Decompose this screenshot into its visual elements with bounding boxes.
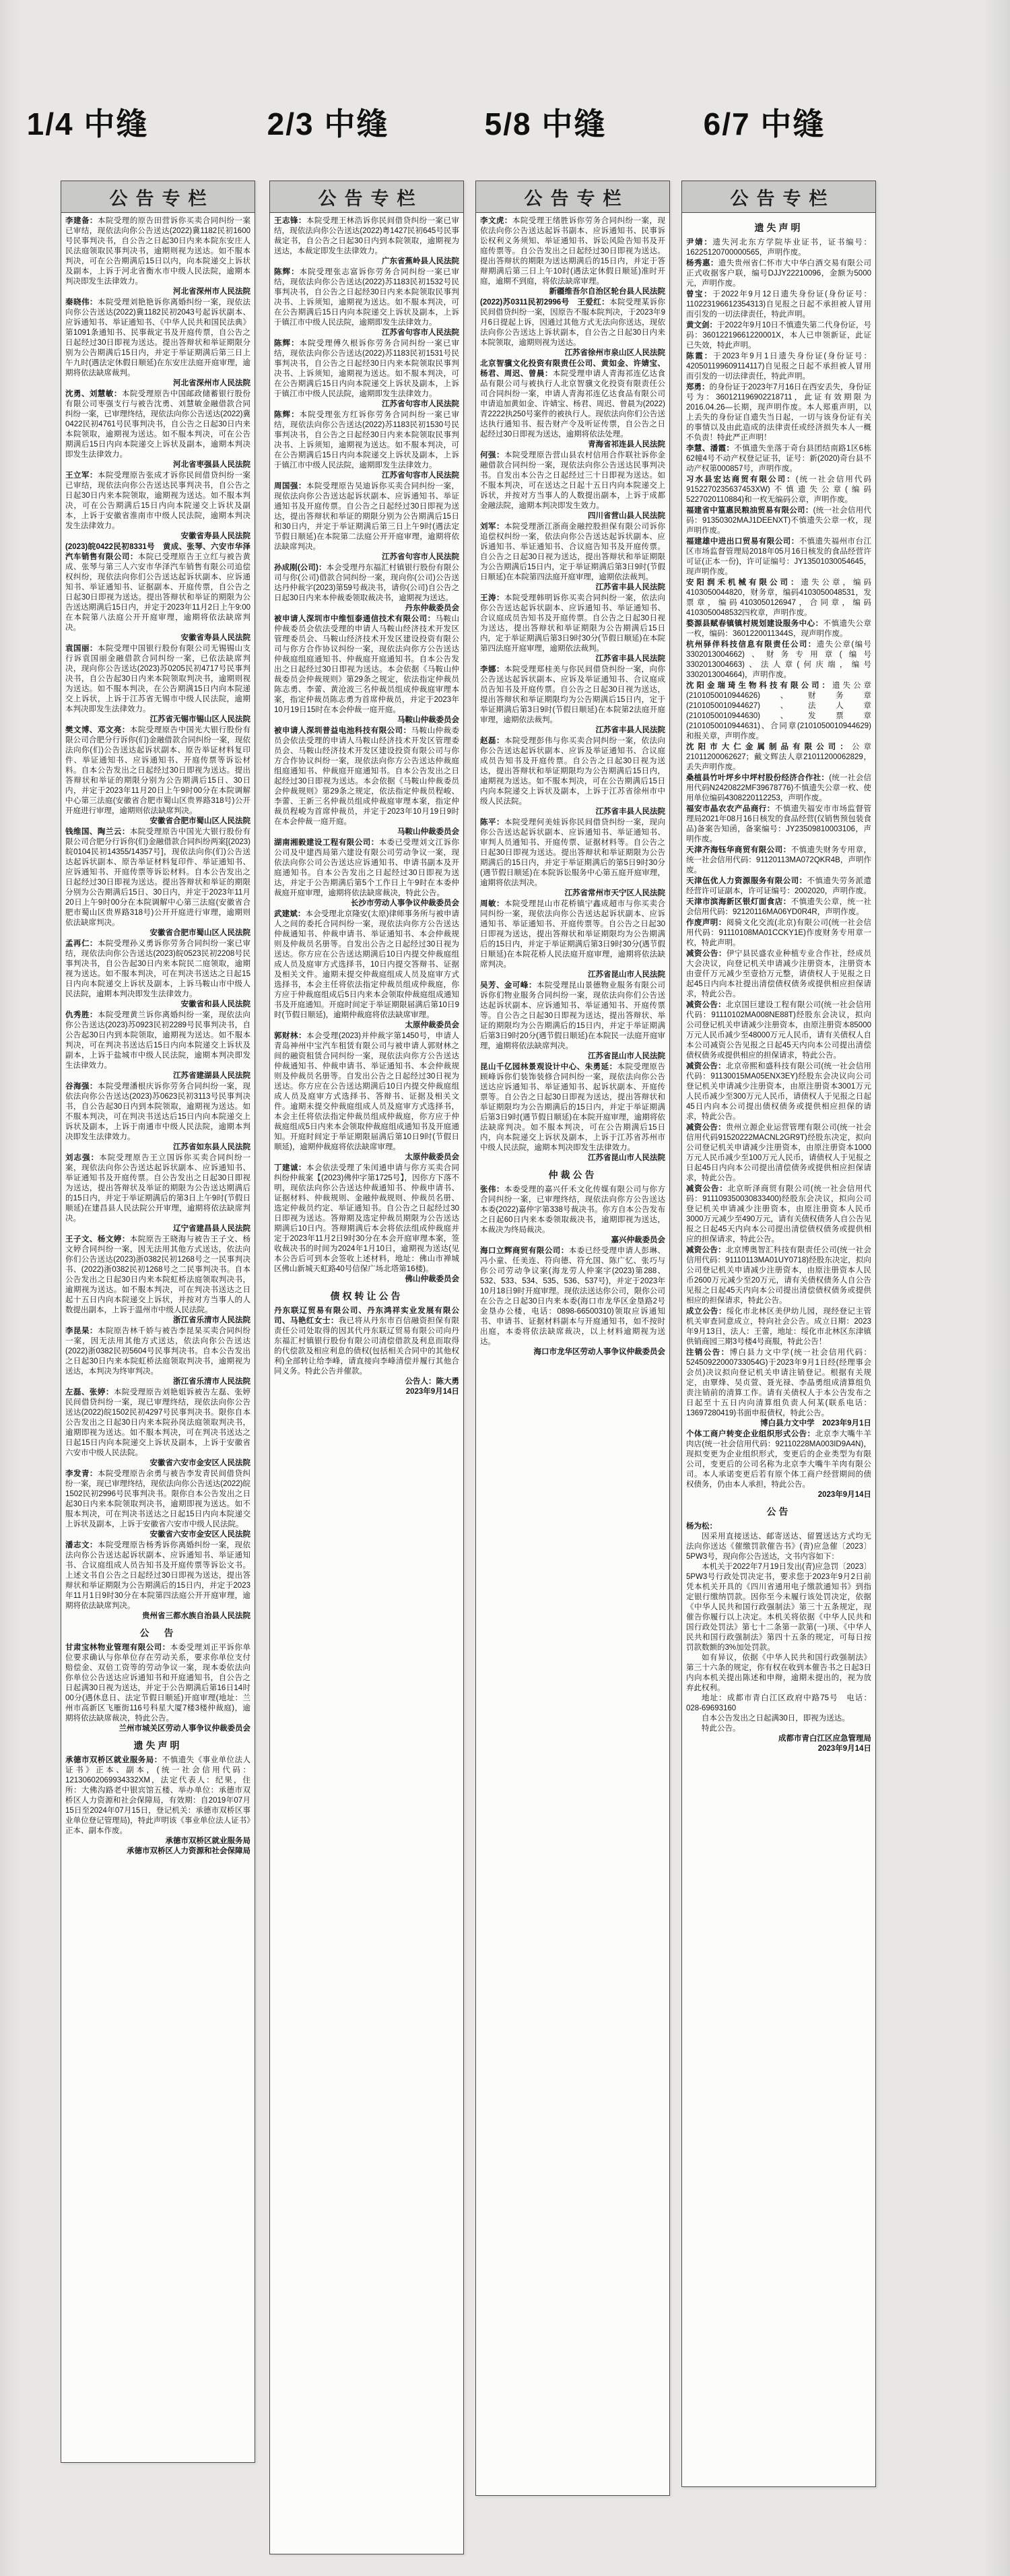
notice: 谷海强：本院受理潘根庆诉你劳务合同纠纷一案，现依法向你公告送达(2023)苏0623民初3113号民事判决书，自公告起30日内到本院领取，逾期视为送达。如不服本判决，可在判决书送达后15日内向本院递交上诉状及副本，上诉于南通市中级人民法院，逾期本判决即发生法律效力。 江苏省如东县人民法院 [65,1083,251,1151]
column-body [476,213,669,1362]
notice-sign: 2023年9月14日 [817,1745,871,1753]
notice: 郑勇：的身份证于2023年7月16日在西安丢失，身份证号为：360121196902218711，此证有效期限为2016.04.26—长期，现声明作废。本人郑重声明，以上丢失的身份证自遗失当日起，一切与该身份证有关的事情以及由此造成的法律责任或经济损失本人一概不负责！特此严正声明！ [686,383,871,442]
notice: 吴芳、金可峰：本院受理昆山景德物业服务有限公司诉你们物业服务合同纠纷一案，现依法向你们公告送达起诉状副本、应诉通知书、举证通知书、开庭传票等。自公告之日起30日即视为送达，提出答辩状、举证的期限均为公告期满后的15日内，并定于举证期满后第3日9时20分(遇节假日顺延)在本院民一法庭开庭审理，逾期将依法缺席判决。 江苏省昆山市人民法院 [480,981,666,1060]
notice: 袁国丽：本院受理中国银行股份有限公司无锡锡山支行诉袁国丽金融借款合同纠纷一案，已依法缺席判决，现向你公告送达(2023)苏0205民初4717号民事判决书，自公告起30日内来本院领取判决书，逾期则视为送达。如不服本判决，在公告期满15日内向本院递交上诉状，上诉于江苏省无锡市中级人民法院，逾期本判决即发生法律效力。 江苏省无锡市锡山区人民法院 [65,645,251,723]
notice: 承德市双桥区就业服务局：不慎遗失《事业单位法人证书》正本、副本，(统一社会信用代码：12130602069934332XM，法定代表人：纪果，住所：大佛沟路老中银宾馆五楼、举办单位：承德市双桥区人力资源和社会保障局，有效期：自2019年07月15日至2024年07月15日，登记机关：承德市双桥区事业单位登记管理局)，特此声明该《事业单位法人证书》正本、副本作废。 承德市双桥区就业服务局 承德市双桥区人力资源和社会保障局 [65,1756,251,1855]
notice: 沈阳市大仁金属制品有限公司：公章21011200062627；戴文辉法人章21011200062829，丢失声明作废。 [686,743,872,771]
notice-lead: 减资公告： [686,1001,726,1009]
notice: 尹婧：遗失河北东方学院毕业证书，证书编号：16225120700000565，声明作废。 [686,238,872,257]
notice-lead: 减资公告： [686,1185,728,1193]
notice-lead: 郑勇： [686,383,710,391]
notice-sign: 江苏省建湖县人民法院 [173,1072,250,1080]
notice-sign: 太原仲裁委员会 [405,1021,459,1029]
notice-sign: 佛山仲裁委员会 [405,1275,459,1283]
notice: 陈霞：于2023年9月1日遗失身份证(身份证号：420501199609114117)自见报之日起不承担被人冒用而引发的一切法律责任，特此声明。 [686,352,872,381]
notice-lead: 昆山千亿园林景观设计中心、朱勇延： [480,1063,617,1071]
notice: 个体工商户转变企业组织形式公告：北京李大嘴牛羊肉店(统一社会信用代码：92110228MA003ID9A4N)，现拟变更为企业组织形式，变更后的企业类型为有限公司，变更后的公司名称为北京李大嘴牛羊肉有限公司。本人承诺变更后若有原个体工商户经营期间的债权债务，仍由本人承担，特此公告。 2023年9月14日 [686,1430,872,1499]
notice-sign: 承德市双桥区就业服务局 [165,1837,250,1845]
notice-sign: 江苏省丰县人民法院 [595,808,665,816]
notice-lead: 天津市滨海新区银灯面食店： [686,898,791,906]
notice-lead: 仇秀胜： [65,1011,98,1019]
notice: 李发青：本院受理原告余勇与被告李发青民间借贷纠纷一案，现已审理终结，现依法向你公告送达(2022)皖1502民初2996号民事判决书。限你自本公告发出之日起30日内来本院领取判决书，逾期即视为送达。如不服本判决，可在判决书送达之日起15日内向本院递交上诉状及副本，上诉于安徽省六安市中级人民法院。 安徽省六安市金安区人民法院 [65,1470,251,1539]
notice-paragraph: 特此公告。 [702,1725,741,1733]
notice-sign: 江苏省常州市天宁区人民法院 [564,889,665,897]
notice: 沈阳金瑞琦生物科技有限公司：遗失公章(2101050010944626)、财务章(2101050010944627)、法人章(2101050010944630)、发票章(2101050010944631)、合同章(2101050010944629)和报关章，声明作废。 [686,682,871,740]
notice-lead: 周国强： [274,482,306,490]
notice-lead: 何强： [480,451,504,459]
notice-sign: 青海省祁连县人民法院 [588,441,665,449]
notice-lead: 福安市晶农农产品商行： [686,805,775,813]
notice: 王志锋：本院受理王林浩诉你民间借贷纠纷一案已审结，现依法向你公告送达(2022)粤1427民初645号民事裁定书，自公告之日起30日内到本院领取，逾期视为送达，本裁定即发生法律效力。 广东省蕉岭县人民法院 [274,217,460,265]
notice-lead: 减资公告： [686,1062,726,1070]
section-heading: 公 告 [139,1628,176,1638]
notice: 周国强：本院受理原告吴迪诉你买卖合同纠纷一案，现依法向你公告送达起诉状副本、应诉通知书、举证通知书及开庭传票。自公告之日起经过30日即视为送达，提出答辩状和举证的期限分别为公告期满后15日和30日内，并定于举证期满后第三日上午9时(遇法定节假日顺延)在本院第二法庭公开开庭审理，逾期将依法缺席判决。 江苏省句容市人民法院 [274,482,460,561]
notice-lead: 左磊、张婷： [65,1388,114,1396]
notice-lead: 习水县宏达商贸有限公司： [686,476,796,484]
notice: 孟再仁：本院受理孙义勇诉你劳务合同纠纷一案已审结，现依法向你公告送达(2023)皖0523民初2208号民事判决书，自公告起30日内来本院民二庭领取，逾期视为送达。如不服本判决，可在判决书送达之日起15日内向本院递交上诉状及副本，上诉马鞍山市中级人民法院，逾期本判决即发生法律效力。 安徽省和县人民法院 [65,940,251,1008]
notice: (2022)苏0311民初2996号 王爱红：本院受理某诉你民间借贷纠纷一案，因原告不服本院判决，于2023年9月6日提起上诉，因通过其他方式无法向你送达，现依法向你公告送达上诉状副本，自公告之日起30日内来本院领取，逾期则视为送达。 江苏省徐州市泉山区人民法院 [480,298,665,357]
notice: 婺源县赋春镇镇村规划建设服务中心：不慎遗失公章一枚，编码：3601220011344S，现声明作废。 [686,620,872,638]
notice-lead: 陈平： [480,818,504,827]
notice-lead: 湖南湘毅建设工程有限公司： [274,839,379,847]
notice: 陈平：本院受理何美娃诉你民间借贷纠纷一案，现向你公告送达起诉状副本、应诉通知书、举证通知书、审判人员通知书、开庭传票、证据材料等。自公告之日起30日即视为送达。提出答辩状和举证期限为公告期满后的15日内，并定于举证期满后的第5日9时30分(遇节假日顺延)在本院诉讼服务中心第五庭开庭审理，逾期将依法判决。 江苏省常州市天宁区人民法院 [480,818,666,897]
notice-lead: 李发青： [65,1470,98,1478]
notice-lead: 李昆杲： [65,1327,98,1335]
notice: 成立公告：绥化市北林区美伊幼儿园，现经登记主管机关审查同意成立，特向社会公告。成立日期：2023年9月13日，法人：王蕾，地址：绥化市北林区东津镇供销商园三期3号楼4号商服，特此公告！ [686,1308,872,1346]
notice-lead: 减资公告： [686,1246,726,1254]
notice-lead: 被申请人深圳市中维恒泰通信技术有限公司： [274,615,436,623]
notice-lead: (2022)苏0311民初2996号 王爱红： [480,298,610,307]
notice: 丁建诚：本会依法受理了朱闰通申请与你方买卖合同纠纷仲裁案【(2023)佛仲字第1725号】，因你方下落不明，现依法向你公告送达仲裁通知书、仲裁申请书、证据材料、仲裁规则、金融仲裁规则、仲裁员名册、选定仲裁员约定、举证通知书。自公告之日起经过30日即视为送达。答辩期及选定仲裁员期限为公告送达期满后10日内。答辩期满后本会将依法组成仲裁庭并定于2023年11月2日9时30分在本会开庭审理本案，签收裁决书的时间为2024年1月10日，逾期视为送达(见本公告后可到本会签收上述材料，地址：佛山市禅城区佛山新城天虹路40号信保广场北塔第16楼)。 佛山仲裁委员会 [274,1164,460,1283]
notice-lead: 孟再仁： [65,940,98,948]
notice: 李建备：本院受理的原告田营诉你买卖合同纠纷一案已审结，现依法向你公告送达(2022)冀1182民初1600号民事判决书，自公告之日起30日内来本院东安庄人民法庭领取民事判决书，逾期则视为送达。如不服本判决，可在公告期满后15日以内，向本院递交上诉状及副本，上诉于河北省衡水市中级人民法院，逾期本判决即发生法律效力。 河北省深州市人民法院 [65,217,251,296]
notice: 丹东联辽贸易有限公司、丹东鸿祥实业发展有限公司、马艳红女士：我已将从丹东市百信融资担保有限责任公司处取得的因其代丹东联辽贸易有限公司向丹东福汇村镇银行股份有限公司清偿借款及利息而取得的代偿款及相应利息的债权(包括相关合同中的其他权利)全部转让给李峰，请直接向李峰清偿并履行其他合同义务。特此公告并催款。 公告人：陈大勇 2023年9月14日 [274,1307,460,1396]
notice-sign: 海口市龙华区劳动人事争议仲裁委员会 [533,1348,665,1356]
notice-lead: 李慧、潘霞： [686,445,735,453]
board-title: 公告专栏 [270,181,463,213]
notice: 昆山千亿园林景观设计中心、朱勇延：本院受理原告顾峰诉你们装饰装修合同纠纷一案，现依法向你公告送达应诉通知书、举证通知书、起诉状副本、开庭传票等。自公告之日起30日即视为送达，提出答辩状和举证期限均为公告期满后的15日内，并定于举证期满后第3日9时(遇节假日顺延)在本院开庭审理，逾期将依法缺席判决。如不服本判决，可在公告期满后15日内，向本院递交上诉状及副本，上诉于江苏省苏州市中级人民法院，逾期本判决即发生法律效力。 江苏省昆山市人民法院 [480,1063,666,1162]
notice-lead: 减资公告： [686,950,727,958]
notice-lead: 作废声明： [686,919,727,927]
notice-lead: 天津伍优人力资源服务有限公司： [686,877,807,885]
notice-lead: 丁建诚： [274,1164,306,1172]
notice: 何强：本院受理原告营山县农村信用合作联社诉你金融借款合同纠纷一案，现依法向你公告送达民事判决书。自发出本公告之日起经过三十日即视为送达。如不服本判决，可在送达之日起十五日内向本院递交上诉状，并按对方当事人的人数提出副本，上诉于成都金融法院，逾期本判决即发生效力。 四川省营山县人民法院 [480,451,666,520]
notice-lead: 王志锋： [274,217,306,225]
notice-sign: 辽宁省建昌县人民法院 [173,1225,250,1233]
section-heading: 债权转让公告 [330,1291,403,1301]
notice-lead: 钱维国、陶兰云： [65,828,130,836]
notice: 武建斌：本会受理北京隆安(太原)律师事务所与被申请人之间的委托合同纠纷一案，现依法向你方公告送达仲裁通知书、仲裁申请书、举证通知书、本会仲裁规则及仲裁员名册等。自发出公告之日起经过30日视为送达。你方应在公告送达期满后10日内提交仲裁庭组成人员及庭审方式选择书，10日内提交答辩书、证据及相关文件。逾期未提交仲裁庭组成人员及庭审方式选择书，本会主任将依法指定仲裁员组成仲裁庭，你方应于仲裁庭组成后5日内来本会领取仲裁庭组成通知书及开庭通知。开庭时间定于举证期限届满后第10日9时(节假日顺延)，逾期仲裁庭将依法缺席审理。 太原仲裁委员会 [274,910,459,1029]
notice-sign: 安徽省六安市金安区人民法院 [149,1531,250,1539]
notice-sign: 承德市双桥区人力资源和社会保障局 [127,1847,250,1855]
notice: 沈勇、刘慧敏：本院受理原告中国邮政储蓄银行股份有限公司枣强支行与被告沈勇、刘慧敏金融借款合同纠纷一案，已审理终结，现依法向你公告送达(2022)冀0422民初4761号民事判决书，自公告之日起30日内来本院领取，逾期视为送达。如不服本判决，可在公告期满后15日内向本院递交上诉状及副本，逾期本判决即发生法律效力。 河北省枣强县人民法院 [65,390,251,469]
notice-lead: 天津齐海钰华商贸有限公司： [686,846,791,854]
notice: 减资公告：北京国巨建设工程有限公司(统一社会信用代码：91110102MA008NE88T)经股东会决议，拟向公司登记机关申请减少注册资本，由原注册资本85000万元人民币减少至48000万元人民币，请有关债权人自本公司减资公告见报之日起45天内向本公司提出清偿债权债务或提供相应的担保请求，特此公告。 [686,1001,872,1060]
notice-sign: 浙江省乐清市人民法院 [173,1316,250,1324]
notice: 刘军：本院受理浙江浙商金融控股担保有限公司诉你追偿权纠纷一案，依法向你公告送达起诉状副本、应诉通知书、举证通知书、合议庭告知书及开庭传票。自公告之日起30日视为送达，提出答辩状和举证期限为公告期满后15日内，定于举证期满后第3日9时(节假日顺延)在本院第四法庭开庭审理，逾期依法裁判。 江苏省丰县人民法院 [480,523,666,591]
notice: 李文虎：本院受理王绪胜诉你劳务合同纠纷一案，现依法向你公告送达起诉书副本、应诉通知书、民事诉讼权利义务须知、举证通知书、诉讼风险告知书及开庭传票等。自公告发出之日起经过30日即视为送达。提出答辩状的期限为送达期满后的15日内，并定于答辩期满后第三日上午10时(遇法定休假日顺延)准时开庭，逾期不到庭，将依法缺席审理。 新疆维吾尔自治区轮台县人民法院 [480,217,666,296]
notice-sign: 江苏省句容市人民法院 [382,553,459,561]
notice-lead: 谷海强： [65,1083,98,1091]
notice-lead: 沈勇、刘慧敏： [65,390,122,398]
notice-paragraph: 如有异议，依据《中华人民共和国行政强制法》第三十六条的规定，你有权在收到本催告书之日起3日内向本机关提出陈述和申辩，逾期未提出的，视为放弃此权利。 [686,1654,871,1692]
notice-lead: 李娜： [480,666,504,674]
notice-lead: 甘肃宝林物业管理有限公司： [65,1644,170,1652]
notice: 习水县宏达商贸有限公司：(统一社会信用代码9152270235637453XW)不慎遗失公章(编码5227020110884)和一枚无编码公章，声明作废。 [686,476,871,504]
notice-sign: 河北省枣强县人民法院 [173,461,250,469]
notice: 陈辉：本院受理张志富诉你劳务合同纠纷一案已审结，现依法向你公告送达(2022)苏1183民初1532号民事判决书，自公告之日起经30日内来本院领取民事判决书、上诉须知，逾期视为送达。如不服本判决，可在公告期满后15日内向本院递交上诉状及副本，上诉于镇江市中级人民法院，逾期即发生法律效力。 江苏省句容市人民法院 [274,268,460,337]
column-body [61,213,255,1861]
section-heading: 遗失声明 [133,1740,182,1751]
notice-lead: 杨为松： [686,1522,717,1531]
notice-lead: 樊文博、邓文亮： [65,726,130,734]
notice: 秦晓伟：本院受理刘艳艳诉你离婚纠纷一案，现依法向你公告送达(2022)冀1182民初2043号起诉状副本、应诉通知书、举证通知书、《中华人民共和国民法典》第1091条通知书、民事裁定书及开庭传票，自公告之日起经过30日即视为送达。提出答辩状和举证期限分别为公告期满后15日内，并定于举证期满后第三日上午九时(遇法定休假日顺延)在东安庄法庭开庭审理，逾期将依法缺席裁判。 河北省深州市人民法院 [65,298,251,387]
gutter-label-6-7: 6/7 中缝 [703,106,826,141]
notice-lead: 王涛： [480,594,504,602]
notice: 樊文博、邓文亮：本院受理原告中国光大银行股份有限公司合肥分行诉你(们)金融借款合同纠纷一案，现依法向你(们)公告送达起诉状副本、原告举证材料复印件、举证通知书、应诉通知书、开庭传票等诉讼材料。自本公告发出之日起经过30日即视为送达。提出答辩状和举证的期限分别为公告期满后15日、30日内，并定于2023年11月20日上午9时00分在本院调解中心第三法庭(安徽省合肥市蜀山区贵界路318号)公开开庭进行审理，逾期则依法缺席判决。 安徽省合肥市蜀山区人民法院 [65,726,251,825]
notice-sign: 丹东仲裁委员会 [405,604,459,612]
notice-lead: 安阳润禾机械有限公司： [686,579,801,587]
notice: 减资公告：贵州立源企业运营管理有限公司(统一社会信用代码91520222MACNL2GR9T)经股东决定，拟向公司登记机关申请减少注册资本，由原注册资本1000万元人民币减少至100万元人民币，请债权人于见报之日起45日内向本公司提出清偿债务或提供相应担保请求，特此公告。 [686,1124,872,1182]
notice: 减资公告：北京帝熙和盛科技有限公司(统一社会信用代码：91130015MA05ENX3EY)经股东会决议向公司登记机关申请减少注册资本，由原注册资本3001万元人民币减少至300万元人民币，请债权人于见报之日起45日内向本公司提出债权债务或提供相应担保的请求，特此公告。 [686,1062,872,1121]
notice-sign: 江苏省昆山市人民法院 [588,1052,665,1060]
notice: 北京智骥文化投资有限责任公司、黄如金、许婧宝、杨君、周迟、曾晨：本院受理申请人青海祁连亿达食品有限公司与被执行人北京智骥文化投资有限责任公司合同纠纷一案，申请人青海祁连亿达食品有限公司申请追加黄如金、许婧宝、杨君、周迟、曾晨为(2022)青2222执250号案件的被执行人。现依法向你们公告送达执行通知书、报告财产令及听证传票，自公告之日起经过30日即视为送达，逾期将依法处理。 青海省祁连县人民法院 [480,360,665,449]
notice-sign: 公告人：陈大勇 [405,1378,459,1386]
notice-lead: 沈阳金瑞琦生物科技有限公司： [686,682,832,690]
notice-lead: (2023)皖0422民初8331号 黄成、张琴、六安市华泽汽车销售有限公司： [65,543,250,561]
notice-sign: 安徽省寿县人民法院 [180,532,250,540]
notice-lead: 陈辉： [274,268,300,276]
notice-sign: 江苏省句容市人民法院 [382,400,459,408]
notice: 曾宝：于2022年9月12日遗失身份证(身份证号：110223196612354313)自见报之日起不承担被人冒用而引发的一切法律责任，特此声明。 [686,290,871,319]
notice-lead: 承德市双桥区就业服务局： [65,1756,162,1764]
notice: 郭财林：本会受理(2023)并仲裁字第1450号，申请人青岛神州中宝汽车租赁有限公司与被申请人郭财林之间的融资租赁合同纠纷一案，现依法向你方公告送达仲裁通知书、仲裁申请书、举证通知书、本会仲裁规则及仲裁员名册等。自发出公告之日起经过30日视为送达。你方应在公告送达期满后10日内提交仲裁庭组成人员及庭审方式选择书、答辩书、证据及相关文件。逾期未提交仲裁庭组成人员及庭审方式选择书，本会主任将依法指定仲裁员组成仲裁庭，你方应于仲裁庭组成5日内来本会领取仲裁庭组成通知书及开庭通知。开庭时间定于举证期限届满后第10日9时(节假日顺延)，逾期仲裁庭将依法缺席审理。 太原仲裁委员会 [274,1032,460,1161]
notice: 黄文剑：于2022年9月10日不慎遗失第二代身份证，号码：36012219661220001X，本人已申领新证，此证已失效，特此声明。 [686,321,871,350]
gutter-label-1-4: 1/4 中缝 [26,106,149,141]
notice-paragraph: 地址：成都市青白江区政府中路75号 电话：028-69693160 [686,1694,871,1712]
notice-sign: 江苏省昆山市人民法院 [588,1154,665,1162]
notice: 被申请人深圳市中维恒泰通信技术有限公司：马鞍山仲裁委员会依法受理的申请人马鞍山经济技术开发区管理委员会、马鞍山经济技术开发区建设投资有限公司与你方合作协议纠纷一案，现依法向你方公告送达仲裁庭组庭通知书、仲裁庭开庭通知书。自本公告发出之日起经过30日即视为送达。本会依据《马鞍山仲裁委员会仲裁规则》第29条之规定，依法指定仲裁员陈志勇、李蕾、黄沧波三名仲裁员组成仲裁庭审理本案，指定仲裁员陈志勇为首席仲裁员，并定于2023年10月19日15时在本会仲裁一庭开庭。 马鞍山仲裁委员会 [274,615,460,724]
notice: 周敏：本院受理昆山市花桥镇宁鑫成超市与你买卖合同纠纷一案，现依法向你公告送达起诉状副本、应诉通知书、举证通知书、开庭传票等。自公告之日起30日即视为送达，提出答辩状和举证期限均为公告期满后的15日内，并定于举证期满后第3日9时30分(遇节假日顺延)在本院花桥人民法庭开庭审理，逾期将依法缺席判决。 江苏省昆山市人民法院 [480,900,666,979]
notice-sign: 江苏省无锡市锡山区人民法院 [149,715,250,723]
notice: 仇秀胜：本院受理黄兰诉你离婚纠纷一案，现依法向你公告送达(2023)苏0923民初2289号民事判决书，自公告起30日内到本院领取，逾期视为送达。如不服本判决，可在判决书送达后15日内向本院递交上诉状及副本，上诉于盐城市中级人民法院，逾期本判决即发生法律效力。 江苏省建湖县人民法院 [65,1011,251,1080]
notice-sign: 江苏省徐州市泉山区人民法院 [564,349,665,357]
notice-paragraph: 本机关于2022年7月19日发出(青)应急罚〔2023〕5PW3号行政处罚决定书，要求您于2023年9月2日前凭本机关开具的《四川省通用电子缴款通知书》到指定银行缴纳罚款。因你至今未履行该处罚决定，依据《中华人民共和国行政强制法》第三十五条规定，现催告你履行以上决定。本机关将依据《中华人民共和国行政处罚法》第七十二条第一款第(一)项、《中华人民共和国行政强制法》第四十五条的规定，可每日按罚款数额的3%加处罚款。 [686,1563,871,1652]
notice-lead: 陈辉： [274,411,300,419]
notice: 杨秀惠：遗失贵州省仁怀市大中华白酒交易有限公司正式收据客户联，编号DJJY22210096，金额为5000元，声明作废。 [686,259,872,288]
notice-lead: 李建备： [65,217,98,225]
gutter-label-5-8: 5/8 中缝 [484,106,607,141]
notice-paragraph: 自本公告发出之日起满30日，即视为送达。 [702,1714,850,1722]
notice: 减资公告：伊宁县民盛农业种植专业合作社，经成员大会决议，向登记机关申请减少注册资本，注册资本由壹仟万元减少至壹拾万元整，请债权人于见报之日起45日内向本社提出清偿债权债务或提供相应担保请求，特此公告。 [686,950,872,998]
notice-lead: 李文虎： [480,217,512,225]
board-title: 公告专栏 [61,181,255,213]
announcement-column-4 [681,181,876,2487]
gutter-label-2-3: 2/3 中缝 [267,106,389,141]
notice-sign: 安徽省和县人民法院 [180,1000,250,1008]
notice-lead: 婺源县赋春镇镇村规划建设服务中心： [686,620,823,628]
notice: 福建省中篁惠民粮油贸易有限公司：(统一社会信用代码：91350302MAJ1DEENXT)不慎遗失公章一枚，现声明作废。 [686,507,871,535]
notice-sign: 安徽省合肥市蜀山区人民法院 [149,817,250,825]
notice: 天津伍优人力资源服务有限公司：不慎遗失劳务派遣经营许可证副本，许可证编号：2002020，声明作废。 [686,877,872,895]
notice: 李娜：本院受理郑桂美与你民间借贷纠纷一案，向你公告送达起诉状副本、应诉及举证通知书、合议庭成员告知书及开庭传票。自公告之日起30日视为送达，提出答辩状和举证期限均为公告期满后15日内，定于举证期满后第3日9时(节假日顺延)在本院第2法庭开庭审理，逾期依法裁判。 江苏省丰县人民法院 [480,666,666,734]
notice-sign: 安徽省合肥市蜀山区人民法院 [149,929,250,937]
notice-lead: 个体工商户转变企业组织形式公告： [686,1430,815,1438]
notice: 王涛：本院受理韩明诉你买卖合同纠纷一案，依法向你公告送达起诉状副本、应诉通知书、举证通知书、合议庭成员告知书及开庭传票。自公告之日起30日视为送达，提出答辩状和举证期限为公告期满后15日内，定于举证期满后第3日9时30分(节假日顺延)在本院第四法庭开庭审理，逾期依法裁判。 江苏省丰县人民法院 [480,594,666,663]
section-heading: 公告 [766,1506,791,1517]
notice-lead: 曾宝： [686,290,713,298]
notice: 李昆杲：本院原告林千娇与被告李昆杲买卖合同纠纷一案，因无法用其他方式送达，依法向你公告送达(2022)浙0382民初5604号民事判决书。自本公告发出之日起30日内来本院虹桥法庭领取判决书，逾期视为送达，本判决为终审判决。 浙江省乐清市人民法院 [65,1327,251,1386]
notice: 作废声明：阅骑文化交流(北京)有限公司(统一社会信用代码：91110108MA01CCKY1E)作废财务专用章一枚，特此声明。 [686,919,871,947]
notice-lead: 杭州驿伴科技信息有限责任公司： [686,641,817,649]
notice-sign: 博白县力文中学 2023年9月1日 [760,1419,871,1427]
notice-lead: 周敏： [480,900,504,908]
notice-lead: 杨秀惠： [686,259,718,267]
notice-lead: 武建斌： [274,910,306,918]
board-title: 公告专栏 [682,181,875,213]
notice-lead: 福建雄中进出口贸易有限公司： [686,538,799,546]
notice-lead: 吴芳、金可峰： [480,981,537,990]
notice-sign: 太原仲裁委员会 [405,1153,459,1161]
notice-lead: 注销公告： [686,1349,730,1357]
notice-sign: 河北省深州市人民法院 [173,288,250,296]
notice-sign: 嘉兴仲裁委员会 [611,1236,665,1244]
notice: 孙成刚(公司)：本会受理丹东福汇村镇银行股份有限公司与你(公司)借款合同纠纷一案，现向你(公司)公告送达丹仲裁字(2023)第59号裁决书，请你(公司)自公告之日起30日内来本仲裁委领取裁决书，逾期视为送达。 丹东仲裁委员会 [274,564,459,612]
notice-sign: 2023年9月14日 [817,1491,871,1499]
announcement-column-2 [269,181,464,2554]
notice-lead: 被申请人深圳普益电池科技有限公司： [274,727,411,735]
notice-lead: 秦晓伟： [65,298,98,307]
notice-sign: 成都市青白江区应急管理局 [778,1735,871,1743]
notice-sign: 江苏省丰县人民法院 [595,655,665,663]
notice: 王立军：本院受理原告张成才诉你民间借贷纠纷一案已审结，现依法向你公告送达民事判决书，自公告之日起30日内来本院领取，逾期视为送达。如不服本判决，可在公告期满后15日内向本院递交上诉状及副本，上诉于安徽省淮南市中级人民法院，逾期本判决发生法律效力。 安徽省寿县人民法院 [65,472,251,540]
notice-lead: 郭财林： [274,1032,306,1040]
notice-sign: 新疆维吾尔自治区轮台县人民法院 [549,288,665,296]
notice-lead: 陈霞： [686,352,714,360]
notice: 被申请人深圳普益电池科技有限公司：马鞍山仲裁委员会依法受理的申请人马鞍山经济技术开发区管理委员会、马鞍山经济技术开发区建设投资有限公司与你方合作协议纠纷一案，现依法向你方公告送达仲裁庭组庭通知书、仲裁庭开庭通知书。自本公告发出之日起经过30日即视为送达。本会依据《马鞍山仲裁委员会仲裁规则》第29条之规定，依法指定仲裁员程峻、李蕾、王新三名仲裁员组成仲裁庭审理本案，指定仲裁员程峻为首席仲裁员，并定于2023年10月19日9时在本会仲裁一庭开庭。 马鞍山仲裁委员会 [274,727,460,836]
notice: 王子文、杨文婷：本院原告王晓海与被告王子文、杨文婷合同纠纷一案，因无法用其他方式送达，依法向你们公告送达(2023)浙0382民初1268号之一民事判决书、(2022)浙0382民初1268号之二民事判决书。自本公告发出之日起30日内来本院虹桥法庭领取判决书，逾期视为送达。如不服本判决，可在判决书送达之日起十五日内向本院递交上诉状，并按对方当事人的人数提出副本，上诉于温州市中级人民法院。 浙江省乐清市人民法院 [65,1235,251,1324]
notice-lead: 袁国丽： [65,645,98,653]
column-body [682,213,875,1759]
notice: 钱维国、陶兰云：本院受理原告中国光大银行股份有限公司合肥分行诉你(们)金融借款合同纠纷两案[(2023)皖0104民初14355/14357号]，现依法向你(们)公告送达起诉状副本、原告举证材料复印件、举证通知书、应诉通知书、开庭传票等诉讼材料。自本公告发出之日起经过30日即视为送达。提出答辩状和举证的期限分别为公告期满后15日、30日内，并定于2023年11月20日上午9时00分在本院调解中心第三法庭(安徽省合肥市蜀山区贵界路318号)公开开庭进行审理，逾期则依法缺席判决。 安徽省合肥市蜀山区人民法院 [65,828,251,937]
announcement-column-1 [61,181,255,2463]
notice: 杭州驿伴科技信息有限责任公司：遗失公章(编号3302013004662)、财务专用章(编号3302013004663)、法人章(何庆端，编号3302013004664)，声明作废。 [686,641,871,679]
notice-lead: 减资公告： [686,1124,726,1132]
notice: 赵磊：本院受理彭伟与你买卖合同纠纷一案，依法向你公告送达起诉状副本、应诉及举证通知书、合议庭成员告知书及开庭传票。自公告之日起30日视为送达，提出答辩状和举证期限均为公告期满后15日内，逾期视为送达。如不服本判决，可在公告期满后15日内向本院递交上诉状及副本，上诉于江苏省徐州市中级人民法院。 江苏省丰县人民法院 [480,737,666,816]
notice-lead: 王立军： [65,472,98,480]
notice-sign: 四川省营山县人民法院 [588,512,665,520]
notice-sign: 安徽省寿县人民法院 [180,634,250,642]
notice: 海口立辉商贸有限公司：本委已经受理申请人彭琳、冯小童、任美连、符向德、符允国、陈广忆、张巧与你公司劳动争议案(海龙劳人仲案字(2023)第288、532、533、534、535、536、537号)，并定于2023年10月18日9时开庭审理。现依法送达你公司，限你公司在公告之日起30日内来本委(海口市龙华区金垦路2号金垦办公楼，电话：0898-66500310)领取应诉通知书、申请书、证据材料副本与开庭通知书，如不按时出庭，本委将依法缺席裁决，以上材料逾期视为送达。 海口市龙华区劳动人事争议仲裁委员会 [480,1247,665,1356]
notice-lead: 刘军： [480,523,504,531]
notice-lead: 福建省中篁惠民粮油贸易有限公司： [686,507,813,515]
notice-lead: 刘志强： [65,1154,100,1162]
notice: 减资公告：北京博奥智汇科技有限责任公司(统一社会信用代码：91110113MA01UY0718)经股东决定，拟向公司登记机关申请减少注册资本，由原注册资本人民币2600万元减少至20万元，请有关债权债务人自公告见报之日起45天内向本公司提出清偿债权债务或提供相应的担保请求，特此公告。 [686,1246,872,1305]
notice-sign: 江苏省丰县人民法院 [595,726,665,734]
notice: 福建雄中进出口贸易有限公司：不慎遗失福州市台江区市场监督管理局2018年05月16日核发的食品经营许可证(正本一份)，许可证编号：JY13501030054645，现声明作废。 [686,538,872,576]
notice-sign: 河北省深州市人民法院 [173,379,250,387]
notice-lead: 孙成刚(公司)： [274,564,327,572]
notice: 天津齐海钰华商贸有限公司：不慎遗失财务专用章，统一社会信用代码：91120113MA072QKR4B，声明作废。 [686,846,871,874]
notice: 李慧、潘霞：不慎遗失坐落于奇台县团结南路1区6栋62幢4号不动产权登记证书，证号：新(2020)奇台县不动产权第000857号，声明作废。 [686,445,871,473]
notice-sign: 2023年9月14日 [405,1388,459,1396]
notice: 福安市晶农农产品商行：不慎遗失福安市市场监督管理局2021年08月16日核发的食品经营(仅销售预包装食品)备案告知函，备案编号：JY23509810003106，声明作废。 [686,805,871,843]
notice: 陈辉：本院受理傅久根诉你劳务合同纠纷一案已审结，现依法向你公告送达(2022)苏1183民初1531号民事判决书，自公告之日起经30日内来本院领取民事判决书、上诉须知，逾期视为送达。如不服本判决，可在公告期满后15日内向本院递交上诉状及副本，上诉于镇江市中级人民法院，逾期即发生法律效力。 江苏省句容市人民法院 [274,340,460,408]
notice: 减资公告：北京昕泽商贸有限公司(统一社会信用代码：911109350030833400)经股东会决议，拟向公司登记机关申请减少注册资本，由原注册资本人民币3000万元减少至490万元，请有关债权债务人自公告见报之日起45天内向本公司提出清偿债权债务或提供相应的担保请求，特此公告。 [686,1185,872,1244]
notice-sign: 江苏省句容市人民法院 [382,472,459,480]
notice-sign: 马鞍山仲裁委员会 [397,828,459,836]
notice: 刘志强：本院受理原告王立国诉你买卖合同纠纷一案，现依法向你公告送达起诉状副本、应诉通知书、举证通知书及开庭传票。自公告发出之日起30日即视为送达，提出答辩状及举证的期限为公告送达期满后的15日内，并定于举证期满后的第3日上午9时(节假日顺延)在建昌县人民法院公开审理，逾期将依法缺席判决。 辽宁省建昌县人民法院 [65,1154,251,1233]
notice-sign: 广东省蕉岭县人民法院 [382,257,459,265]
notice: 注销公告：博白县力文中学(统一社会信用代码：52450922000733054G)于2023年9月1日经(经理事会会员)决议拟向登记机关申请注销登记。根据有关规定，由覃烽、吴贞萱、聂光禄、李晶勇组成清算组负责注销前的清算工作。请有关债权人于本公告发布之日起至十五日内向清算组负责人何某(联系电话：13697280419)书面申报债权，特此公告。 博白县力文中学 2023年9月1日 [686,1349,872,1427]
notice-paragraph: 因采用直接送达、邮寄送达、留置送达方式均无法向你送达《催缴罚款催告书》(青)应急催〔2023〕5PW3号，现向你公告送达，文书内容如下： [686,1533,871,1561]
section-heading: 仲裁公告 [548,1169,597,1180]
notice-sign: 浙江省乐清市人民法院 [173,1378,250,1386]
board-title: 公告专栏 [476,181,669,213]
notice-lead: 黄文剑： [686,321,718,329]
notice: 湖南湘毅建设工程有限公司：本委已受理刘文江诉你公司及中建西局第六建设有限公司劳动争议一案，现依法向你公司公告送达应诉通知书、申请书副本及开庭通知书。自本公告发出之日起经过30日即视为送达，并定于公告期满后第5个工作日上午9时在本委仲裁庭开庭审理，逾期将依法缺席裁决，特此公告。 长沙市劳动人事争议仲裁委员会 [274,839,459,907]
notice: 陈辉：本院受理张方红诉你劳务合同纠纷一案已审结，现依法向你公告送达(2022)苏1183民初1530号民事判决书，自公告之日起经30日内来本院领取民事判决书、上诉须知，逾期视为送达。如不服本判决，可在公告期满后15日内向本院递交上诉状及副本，上诉于镇江市中级人民法院，逾期即发生法律效力。 江苏省句容市人民法院 [274,411,460,480]
section-heading: 遗失声明 [754,222,803,233]
notice: 潘志文：本院受理原告杨秀诉你离婚纠纷一案，现依法向你公告送达起诉状副本、应诉通知书、举证通知书、合议庭组成人员告知书及开庭传票等诉讼文书。上述文书自公告之日起经过30日即视为送达，提出答辩状和举证期限为公告期满后的15日内，并定于2023年11月1日9时30分在本院第四法庭公开开庭审理，逾期将依法缺席判决。 贵州省三都水族自治县人民法院 [65,1541,251,1620]
notice-lead: 丹东联辽贸易有限公司、丹东鸿祥实业发展有限公司、马艳红女士： [274,1307,459,1325]
notice-sign: 贵州省三都水族自治县人民法院 [142,1612,250,1620]
notice-lead: 王子文、杨文婷： [65,1235,130,1244]
notice-sign: 江苏省昆山市人民法院 [588,971,665,979]
notice-lead: 潘志文： [65,1541,98,1549]
notice-lead: 张伟： [480,1186,504,1194]
notice-lead: 北京智骥文化投资有限责任公司、黄如金、许婧宝、杨君、周迟、曾晨： [480,360,665,378]
notice-sign: 安徽省六安市金安区人民法院 [149,1459,250,1467]
notice-lead: 尹婧： [686,238,713,247]
notice-lead: 桑植县竹叶坪乡中坪村股份经济合作社： [686,774,830,782]
notice: 甘肃宝林物业管理有限公司：本委受理刘正平诉你单位要求确认与你单位存在劳动关系，要求你单位支付赔偿金、双倍工资等的劳动争议一案，现本委依法向你单位公告送达应诉通知书和开庭通知书，自公告之日起满30日视为送达，并定于公告期满后第16日14时00分(遇休息日、法定节假日顺延)开庭审理(地址：兰州市高新区飞雁街116号科星大厦7楼3楼仲裁庭)，逾期将依法缺席裁决，特此公告。 兰州市城关区劳动人事争议仲裁委员会 [65,1644,250,1733]
column-body [270,213,463,1402]
notice: 安阳润禾机械有限公司：遗失公章，编码4103050044820，财务章，编码4103050048531，发票章，编码4103050126947，合同章，编码4103050048532四枚章，声明作废。 [686,579,871,617]
notice-sign: 长沙市劳动人事争议仲裁委员会 [351,899,459,907]
notice: 天津市滨海新区银灯面食店：不慎遗失公章，统一社会信用代码：92120116MA06YD0R4R，声明作废。 [686,898,871,916]
notice: (2023)皖0422民初8331号 黄成、张琴、六安市华泽汽车销售有限公司：本院已受理原告王立红与被告黄成、张琴与第三人六安市华泽汽车销售有限公司追偿权纠纷，现依法向你们公告送达起诉状副本、应诉通知书、举证通知书、证据副本、开庭传票，自公告之日起30日即视为送达。提出答辩状和举证的期限为公告送达期满后15日内，并定于2023年11月2日上午9:00在本院第八法庭公开开庭审理，逾期将依法缺席判决。 安徽省寿县人民法院 [65,543,250,642]
notice-lead: 成立公告： [686,1308,727,1316]
notice-sign: 兰州市城关区劳动人事争议仲裁委员会 [119,1725,250,1733]
notice-sign: 江苏省如东县人民法院 [173,1143,250,1151]
notice-lead: 陈辉： [274,340,300,348]
notice: 左磊、张婷：本院受理原告刘艳姐诉被告左磊、张婷民间借贷纠纷一案，现已审理终结，现依法向你公告送达(2022)皖1502民初4297号民事判决书。限你自本公告发出之日起30日内来本院孙岗法庭领取判决书，逾期即视为送达。如不服本判决，可在判决书送达之日起15日内向本院递交上诉状及副本，上诉于安徽省六安市中级人民法院。 安徽省六安市金安区人民法院 [65,1388,251,1467]
notice-lead: 海口立辉商贸有限公司： [480,1247,569,1255]
notice-lead: 赵磊： [480,737,504,745]
notice-sign: 马鞍山仲裁委员会 [397,716,459,724]
notice-sign: 江苏省句容市人民法院 [382,329,459,337]
notice [686,1522,871,1754]
notice-sign: 江苏省丰县人民法院 [595,583,665,591]
notice: 桑植县竹叶坪乡中坪村股份经济合作社：(统一社会信用代码N2420822MF39678776)不慎遗失公章一枚、使用单位编码4308220112253，声明作废。 [686,774,871,802]
notice: 张伟：本委受理的嘉兴仟禾文化传媒有限公司与你方合同纠纷一案，已审理终结，现依法向你方公告送达本委(2022)嘉仲字第338号裁决书。你方自本公告发布之日起60日内来本委领取裁决书，逾期即视为送达，本裁决为终局裁决。 嘉兴仲裁委员会 [480,1186,666,1244]
announcement-column-3 [475,181,670,2496]
notice-lead: 沈阳市大仁金属制品有限公司： [686,743,852,751]
